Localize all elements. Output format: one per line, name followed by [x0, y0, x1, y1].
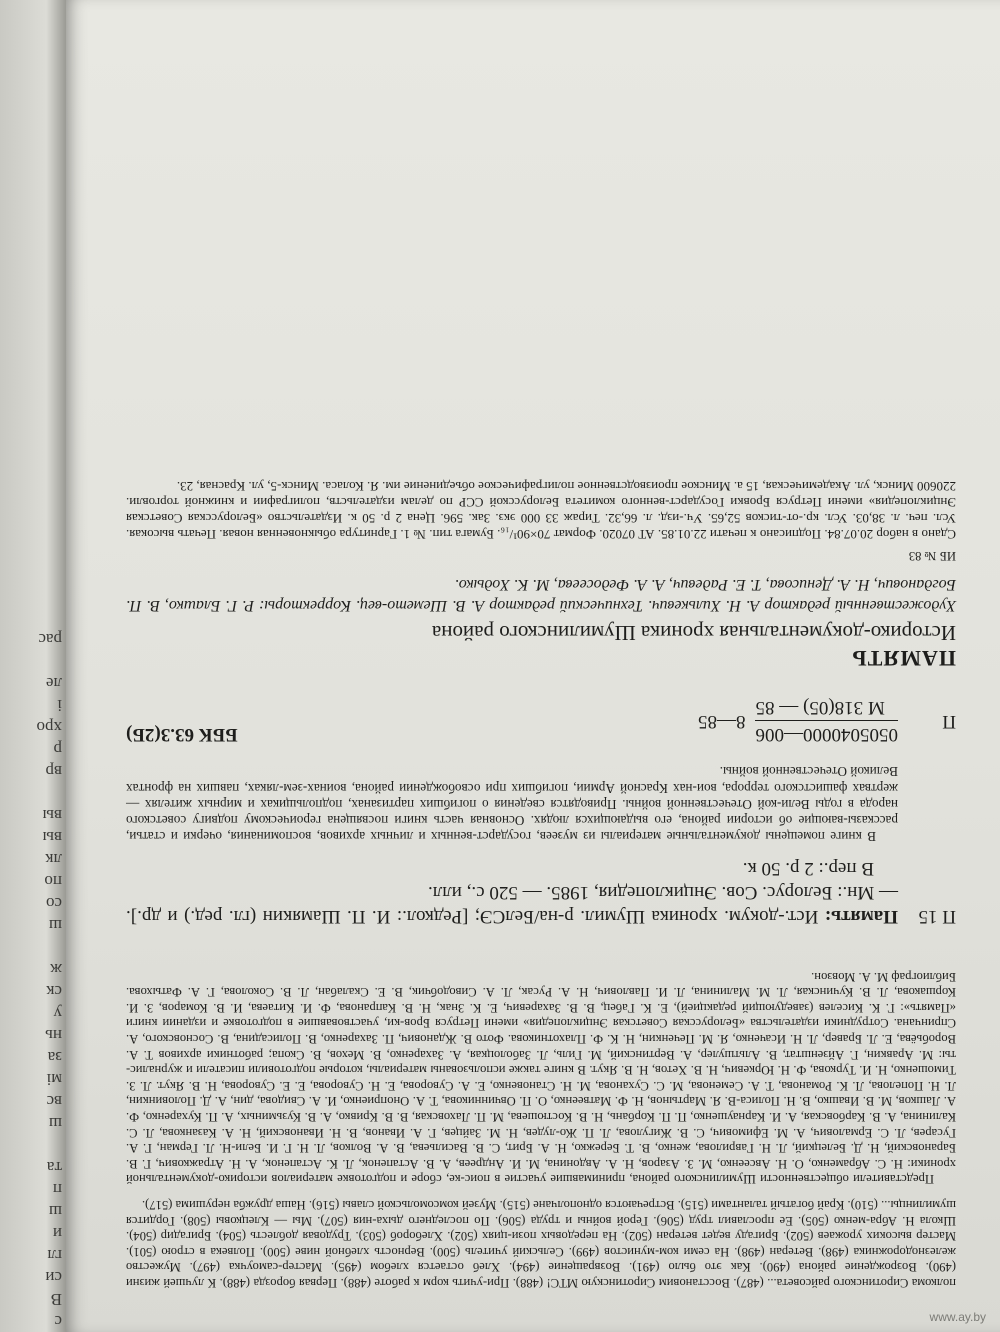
- facing-page-line: за: [47, 1048, 62, 1067]
- card-body: [126, 856, 898, 928]
- facing-page-line: р: [53, 740, 62, 759]
- facing-page-line: В: [50, 1290, 62, 1309]
- facing-page-line: рас: [38, 630, 62, 649]
- facing-page-line: по: [44, 872, 62, 891]
- facing-page-line: ш: [48, 1114, 62, 1133]
- isbn-series: 8—85: [698, 710, 746, 732]
- facing-page-line: [0, 782, 66, 804]
- facing-page-line: си: [45, 1268, 62, 1287]
- facing-page-line: со: [45, 894, 62, 913]
- facing-page-line: ле: [45, 674, 62, 693]
- facing-page-line: [0, 650, 66, 672]
- facing-page-line: вы: [42, 828, 62, 847]
- isbn-fraction: [756, 696, 899, 745]
- facing-page-line: у: [53, 1004, 62, 1023]
- contents-tail: полкома Сиротинского райсовета... (487). Восстановим Сиротинскую МТС! (488). При-учить корм к работе (488). Первая борозда (488). К лучшей жизни (490). Возрождение района (490). Как это было (491). Возвращение (494). Хлеб остается хлебом (495). Мастер-самоучка (497). Мужество железнодорожника (498). Ветеран (498). На семи ком-мунистов (499). Сельский учитель (500). Верность хлебной ниве (500). Полвека в строю (501). Мастер высоких урожаев (502). Бригаду ведет ветеран (502). На передовых пози-циях (502). Хлебороб (503). Трудовая доблесть (504). Бригадир (504). Школа Н. Абра-менко (505). Ее прославил труд (506). Герой войны и труда (506). По последнего дыха-ния (507). Мы — Клецковы (508). Гордится шумилинцы... (510). Край богатый талантами (515). Встречаются однополчане (515). Музей комсомольской славы (516). Наша дружба нерушима (517).: [126, 1198, 956, 1290]
- facing-page-line: мі: [46, 1070, 62, 1089]
- facing-page-line: хро: [36, 718, 62, 737]
- facing-page-text: [0, 0, 66, 1332]
- page-content: [66, 0, 1000, 1332]
- card-annotation: В книге помещены документальные материалы из музеев, государст-венных и личных архивов, воспоминания, очерки и статьи, рассказы-вающие об истории района, его выдающихся людях. Основная часть книги посвящена героическому подвигу советского народа в годы Вели-кой Отечественной войны. Приводятся сведения о погибших партизанах, подпольщиках и мирных жителях — жертвах фашистского террора, вои-нах Красной Армии, погибших при освобождении района, воинах-зем-ляках, павших на фронтах Великой Отечественной войны.: [126, 764, 898, 845]
- bbk-code: ББК 63.3(2Б): [126, 724, 238, 746]
- facing-page-line: лк: [45, 850, 62, 869]
- facing-page-line: ш: [48, 916, 62, 935]
- colophon-staff: Художественный редактор А. Н. Хилькевич. Технический редактор А. В. Шемето-вец. Корректоры: Р. Г. Блашко, В. П. Богданович, Н. А. Денисова, Т. Е. Радевич, А. А. Федосеева, М. К. Ходыко.: [126, 576, 956, 615]
- facing-page-line: гл: [47, 1246, 62, 1265]
- facing-page-line: п: [52, 1180, 62, 1199]
- facing-page-line: и: [52, 1224, 62, 1243]
- facing-page-line: вс: [46, 1092, 62, 1111]
- facing-page: [0, 0, 66, 1332]
- facing-page-line: нь: [45, 1026, 62, 1045]
- watermark: www.ay.by: [929, 1310, 986, 1324]
- colophon-subtitle: Историко-документальная хроника Шумилинского района: [431, 621, 956, 646]
- facing-page-line: та: [46, 1158, 62, 1177]
- card-description: Ист.-докум. хроника Шумил. р-на/БелСЭ; [Редкол.: И. П. Шамякин (гл. ред.) и др.]. — Мн.: Белорус. Сов. Энциклопедия, 1985. — 520 с., илл.: [125, 882, 898, 928]
- colophon-imprint: Сдано в набор 20.07.84. Подписано к печати 22.01.85. АТ 07020. Формат 70×90¹/₁₆. Бумага тип. № 1. Гарнитура обыкновенная новая. Печать высокая. Усл. печ. л. 38,03. Усл. кр.-от-тисков 52,65. Уч.-изд. л. 66,32. Тираж 33 000 экз. Зак. 596. Цена 2 р. 50 к. Издательство «Белорусская Советская Энциклопедия» имени Петруся Бровки Государст-венного комитета Белорусской ССР по делам издательств, полиграфии и книжной торговли. 220600 Минск, ул. Академическая, 15 а. Минское производственное полиграфическое объединение им. Я. Коласа. Минск-5, ул. Красная, 23.: [126, 479, 956, 543]
- card-code: П 15: [918, 906, 956, 928]
- colophon-ib: ИБ № 83: [908, 549, 956, 564]
- catalog-card: [126, 696, 956, 928]
- facing-page-line: вр: [45, 762, 62, 781]
- facing-page-line: ж: [50, 960, 62, 979]
- isbn-letter: П: [942, 710, 956, 732]
- facing-page-line: і: [57, 696, 62, 715]
- facing-page-line: вы: [42, 806, 62, 825]
- isbn-block: [126, 696, 956, 745]
- credits: Представители общественности Шумилинского района, принимавшие участие в поис-ке, сборе и подготовке материалов историко-документальной хроники: Н. С. Абраменко, О. Н. Авсеенко, М. З. Азаров, Н. А. Авдонина, М. И. Андреев, А. В. Астапенок, Л. К. Астапенок, А. Н. Атражкович, Г. В. Барановский, Н. Д. Белецкий, Л. Н. Гаврилова, женко, В. Т. Бережко, Н. А. Брит, С. В. Васильева, В. А. Волков, Л. Н. Г. И. Бели-Н. Л. Герман, Г. А. Гусарев, Л. С. Ермалович, А. М. Ефимович, С. В. Жигулова, Л. П. Жо-лудев, Н. М. Зайцев, Г. А. Иванов, В. Н. Ивановский, Н. А. Казанкова, Л. С. Калинина, А. В. Карбовская, А. И. Карнаушенко, П. П. Корбань, Н. В. Костюшева, М. П. Лаховская, В. В. Кривко, А. В. Кузьминых, А. П. Кухаренко, Ф. А. Лашков, М. В. Ивашко, В. Н. Полиса-В. Я. Мартынов, Н. Ф. Матвеенко, О. П. Овчинникова, Т. А. Оноприенко, И. А. Свидова, дин, А. Д. Половинкин, Л. Н. Попелова, Л. К. Романова, Т. А. Семенова, М. С. Суханова, М. Н. Становенко, Е. А. Суворова, Е. Н. Суворова, Е. Е. Суворова, Н. В. Якут. Л. З. Тимошенко, Н. И. Туркова, Ф. Н. Юркевич, Н. В. Хетов, Н. В. Якут. В книге также использованы материалы, которые подготовили писатели и журналис-ты: М. Аравкин, Г. Айзенштат, В. Альтшулер, А. Вертинский, М. Гиль, Л. Заболоцкая, А. Захаренко, В. Мехов, В. Скопа; работники архивов Т. А. Воробьёва, Е. Л. Бравер, Л. Н. Исаченко, Я. М. Печенкин, Н. К. Ф. Плахотникова. Фото В. Жданович, П. Захаренко, В. Полисадина, В. Сосновского, А. Спринчана. Сотрудники издательства «Белорусская Советская Энциклопедия» имени Петруся Бров-ки, участвовавшие в подготовке и издании книги «Память»: Г. К. Киселев (заведующий редакцией), Е. К. Габец, В. В. Захаревич, Е. К. Знак, Н. В. Капранова, Ф. И. Китаева, И. В. Комаров, З. И. Коршакова, Л. В. Кучинская, Л. М. Малинина, Л. И. Павлович, Н. А. Русак, Л. А. Сиводобчик, В. Е. Скалабан, Л. В. Соколова, Г. А. Фатыхова. Библиограф М. А. Мовзон.: [126, 969, 956, 1187]
- fraction-bottom: М 318(05) — 85: [755, 697, 885, 719]
- facing-page-line: с: [54, 1312, 62, 1331]
- facing-page-line: ш: [48, 1202, 62, 1221]
- facing-page-line: ск: [46, 982, 62, 1001]
- card-title: Память:: [824, 906, 898, 928]
- colophon-title: ПАМЯТЬ: [851, 646, 956, 672]
- facing-page-line: [0, 1134, 66, 1156]
- fraction-top: 0505040000—006: [756, 720, 899, 745]
- book-page: [66, 0, 1000, 1332]
- card-price: В пер.: 2 р. 50 к.: [742, 858, 874, 880]
- facing-page-line: [0, 936, 66, 958]
